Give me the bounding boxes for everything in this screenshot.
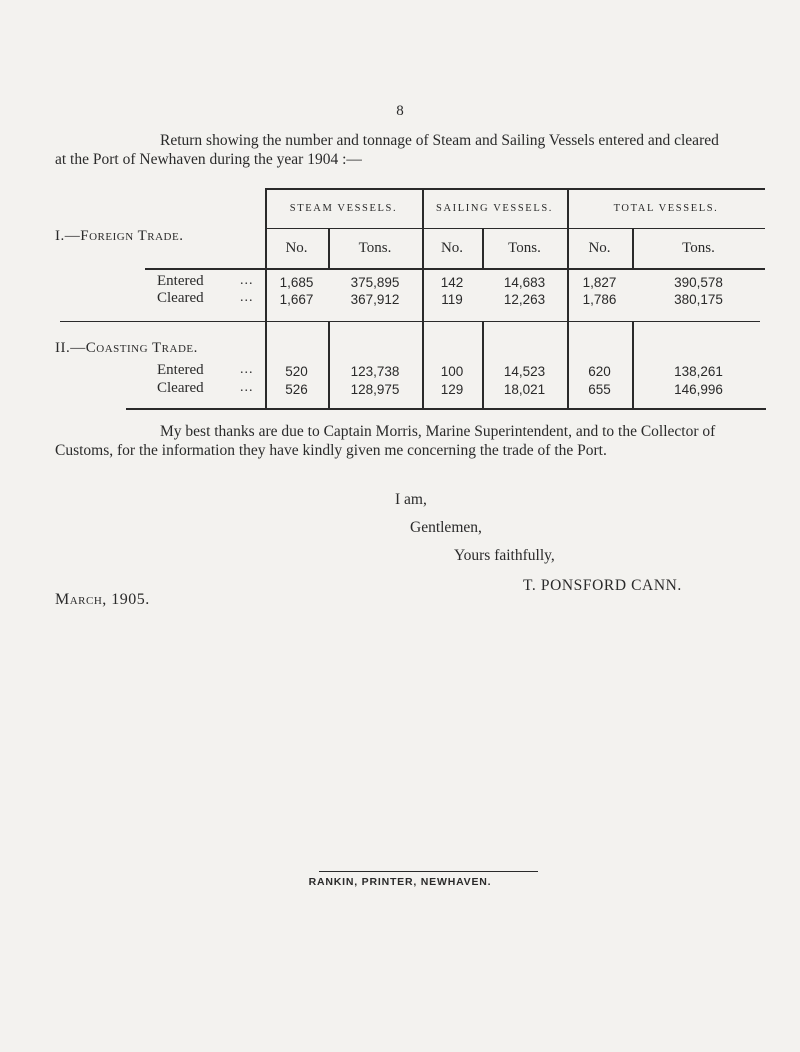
cell-steam-tons: 375,895	[350, 275, 400, 290]
table-top-rule	[265, 188, 765, 190]
row-label: Entered	[157, 362, 204, 378]
leader-dots: ...	[240, 273, 254, 288]
header-bottom-rule	[145, 268, 765, 270]
table-bottom-rule	[126, 408, 766, 410]
signature: T. PONSFORD CANN.	[523, 577, 682, 594]
acknowledgement-paragraph	[55, 422, 765, 460]
subheader-total-tons: Tons.	[682, 240, 715, 256]
cell-steam-no: 1,667	[279, 292, 314, 307]
subheader-sailing-no: No.	[440, 240, 464, 256]
closing-salutation: Gentlemen,	[410, 519, 482, 536]
subheader-rule-total	[567, 228, 765, 229]
cell-total-no: 1,786	[582, 292, 617, 307]
printer-imprint: RANKIN, PRINTER, NEWHAVEN.	[308, 876, 492, 888]
cell-sailing-no: 100	[440, 364, 464, 379]
subheader-steam-tons: Tons.	[358, 240, 392, 256]
leader-dots: ...	[240, 380, 254, 395]
section-title-coasting: II.—Coasting Trade.	[55, 340, 198, 356]
cell-steam-no: 520	[285, 364, 308, 379]
leader-dots: ...	[240, 290, 254, 305]
cell-sailing-no: 129	[440, 382, 464, 397]
cell-total-no: 1,827	[582, 275, 617, 290]
closing-i-am: I am,	[395, 491, 427, 508]
cell-total-tons: 138,261	[674, 364, 723, 379]
subheader-steam-no: No.	[285, 240, 308, 256]
header-total-vessels: TOTAL VESSELS.	[613, 203, 719, 214]
caption-line-2: at the Port of Newhaven during the year 1904 :—	[55, 151, 362, 168]
cell-sailing-tons: 14,683	[503, 275, 546, 290]
cell-steam-no: 526	[285, 382, 308, 397]
cell-total-tons: 390,578	[674, 275, 723, 290]
leader-dots: ...	[240, 362, 254, 377]
cell-steam-tons: 128,975	[350, 382, 400, 397]
page-number: 8	[396, 103, 404, 119]
cell-sailing-no: 142	[440, 275, 464, 290]
caption-line-1: Return showing the number and tonnage of Steam and Sailing Vessels entered and cleared	[160, 132, 719, 149]
table-caption	[55, 131, 755, 169]
cell-total-no: 620	[588, 364, 611, 379]
header-sailing-vessels: SAILING VESSELS.	[436, 203, 553, 214]
cell-total-no: 655	[588, 382, 611, 397]
date-line: March, 1905.	[55, 591, 150, 608]
subheader-rule	[265, 228, 567, 229]
cell-total-tons: 146,996	[674, 382, 723, 397]
acknowledgement-line-2: Customs, for the information they have kindly given me concerning the trade of the Port.	[55, 442, 607, 459]
section-divider-rule	[60, 321, 760, 322]
printer-rule	[319, 871, 538, 872]
cell-steam-tons: 367,912	[350, 292, 400, 307]
subheader-total-no: No.	[588, 240, 611, 256]
section-title-foreign: I.—Foreign Trade.	[55, 228, 184, 244]
cell-sailing-tons: 18,021	[503, 382, 546, 397]
row-label: Entered	[157, 273, 204, 289]
subheader-sailing-tons: Tons.	[508, 240, 541, 256]
header-steam-vessels: STEAM VESSELS.	[289, 203, 398, 214]
cell-total-tons: 380,175	[674, 292, 723, 307]
cell-sailing-tons: 14,523	[503, 364, 546, 379]
cell-steam-no: 1,685	[279, 275, 314, 290]
closing-yours: Yours faithfully,	[454, 547, 555, 564]
cell-sailing-tons: 12,263	[503, 292, 546, 307]
acknowledgement-line-1: My best thanks are due to Captain Morris, Marine Superintendent, and to the Collector of	[160, 423, 716, 440]
cell-sailing-no: 119	[441, 292, 463, 307]
row-label: Cleared	[157, 290, 204, 306]
row-label: Cleared	[157, 380, 204, 396]
cell-steam-tons: 123,738	[350, 364, 400, 379]
